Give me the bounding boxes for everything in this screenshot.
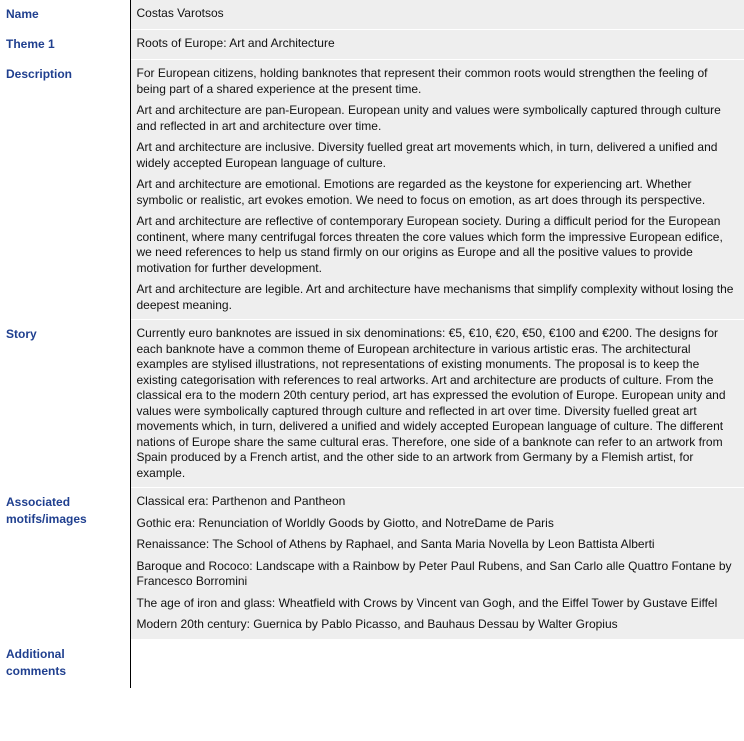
value-motifs — [130, 488, 744, 640]
motif-item: Baroque and Rococo: Landscape with a Rainbow by Peter Paul Rubens, and San Carlo alle Quattro Fontane by Francesco Borromini — [136, 558, 732, 588]
label-motifs: Associated motifs/images — [0, 488, 130, 640]
motif-item: Renaissance: The School of Athens by Raphael, and Santa Maria Novella by Leon Battista Alberti — [136, 537, 655, 551]
row-motifs — [0, 488, 744, 640]
label-story: Story — [0, 320, 130, 488]
theme-text: Roots of Europe: Art and Architecture — [136, 36, 335, 50]
value-description — [130, 60, 744, 320]
row-description — [0, 60, 744, 320]
value-additional-comments — [130, 639, 744, 688]
description-paragraph: Art and architecture are pan-European. European unity and values were symbolically captured through culture and reflected in art and architecture over time. — [136, 103, 721, 133]
label-additional-comments: Additional comments — [0, 639, 130, 688]
value-story — [130, 320, 744, 488]
row-additional-comments — [0, 639, 744, 688]
description-paragraph: Art and architecture are legible. Art and architecture have mechanisms that simplify complexity without losing the deepest meaning. — [136, 282, 734, 312]
label-name: Name — [0, 0, 130, 30]
motif-item: Classical era: Parthenon and Pantheon — [136, 494, 346, 508]
label-description: Description — [0, 60, 130, 320]
row-theme — [0, 30, 744, 60]
description-paragraph: Art and architecture are emotional. Emotions are regarded as the keystone for experiencing art. Whether symbolic or realistic, art evokes emotion. We need to focus on emotion, as art does through its perspective. — [136, 177, 706, 207]
description-paragraph: Art and architecture are reflective of contemporary European society. During a difficult period for the European continent, where many centrifugal forces threaten the core values which form the impressive European edifice, we need references to help us stand firmly on our origins as Europe and all the positive values to provide motivation for further development. — [136, 214, 723, 275]
row-name — [0, 0, 744, 30]
value-theme — [130, 30, 744, 60]
motif-item: The age of iron and glass: Wheatfield with Crows by Vincent van Gogh, and the Eiffel Tower by Gustave Eiffel — [136, 595, 718, 610]
label-theme: Theme 1 — [0, 30, 130, 60]
motif-item: Modern 20th century: Guernica by Pablo Picasso, and Bauhaus Dessau by Walter Gropius — [136, 617, 618, 631]
story-paragraph: Currently euro banknotes are issued in six denominations: €5, €10, €20, €50, €100 and €200. The designs for each banknote have a common theme of European architecture in various artistic eras. The architectural examples are stylised illustrations, not representations of existing monuments. The proposal is to keep the existing categorisation with references to real artworks. Art and architecture are products of culture. From the classical era to the modern 20th century period, art has expressed the evolution of Europe. European unity and values were symbolically captured through culture and reflected in art over time. Diversity fuelled great art movements which, in turn, delivered a unified and widely accepted European language of culture. The different nations of Europe share the same cultural eras. Therefore, one side of a banknote can refer to an artwork from Spain produced by a French artist, and the other side to an artwork from Germany by a Flemish artist, for example. — [136, 326, 726, 480]
description-paragraph: Art and architecture are inclusive. Diversity fuelled great art movements which, in turn, delivered a unified and widely accepted European language of culture. — [136, 140, 718, 170]
motif-item: Gothic era: Renunciation of Worldly Goods by Giotto, and NotreDame de Paris — [136, 515, 554, 530]
name-text: Costas Varotsos — [136, 6, 224, 20]
value-name — [130, 0, 744, 30]
row-story — [0, 320, 744, 488]
description-paragraph: For European citizens, holding banknotes that represent their common roots would strengthen the feeling of being part of a shared experience at the present time. — [136, 66, 708, 96]
